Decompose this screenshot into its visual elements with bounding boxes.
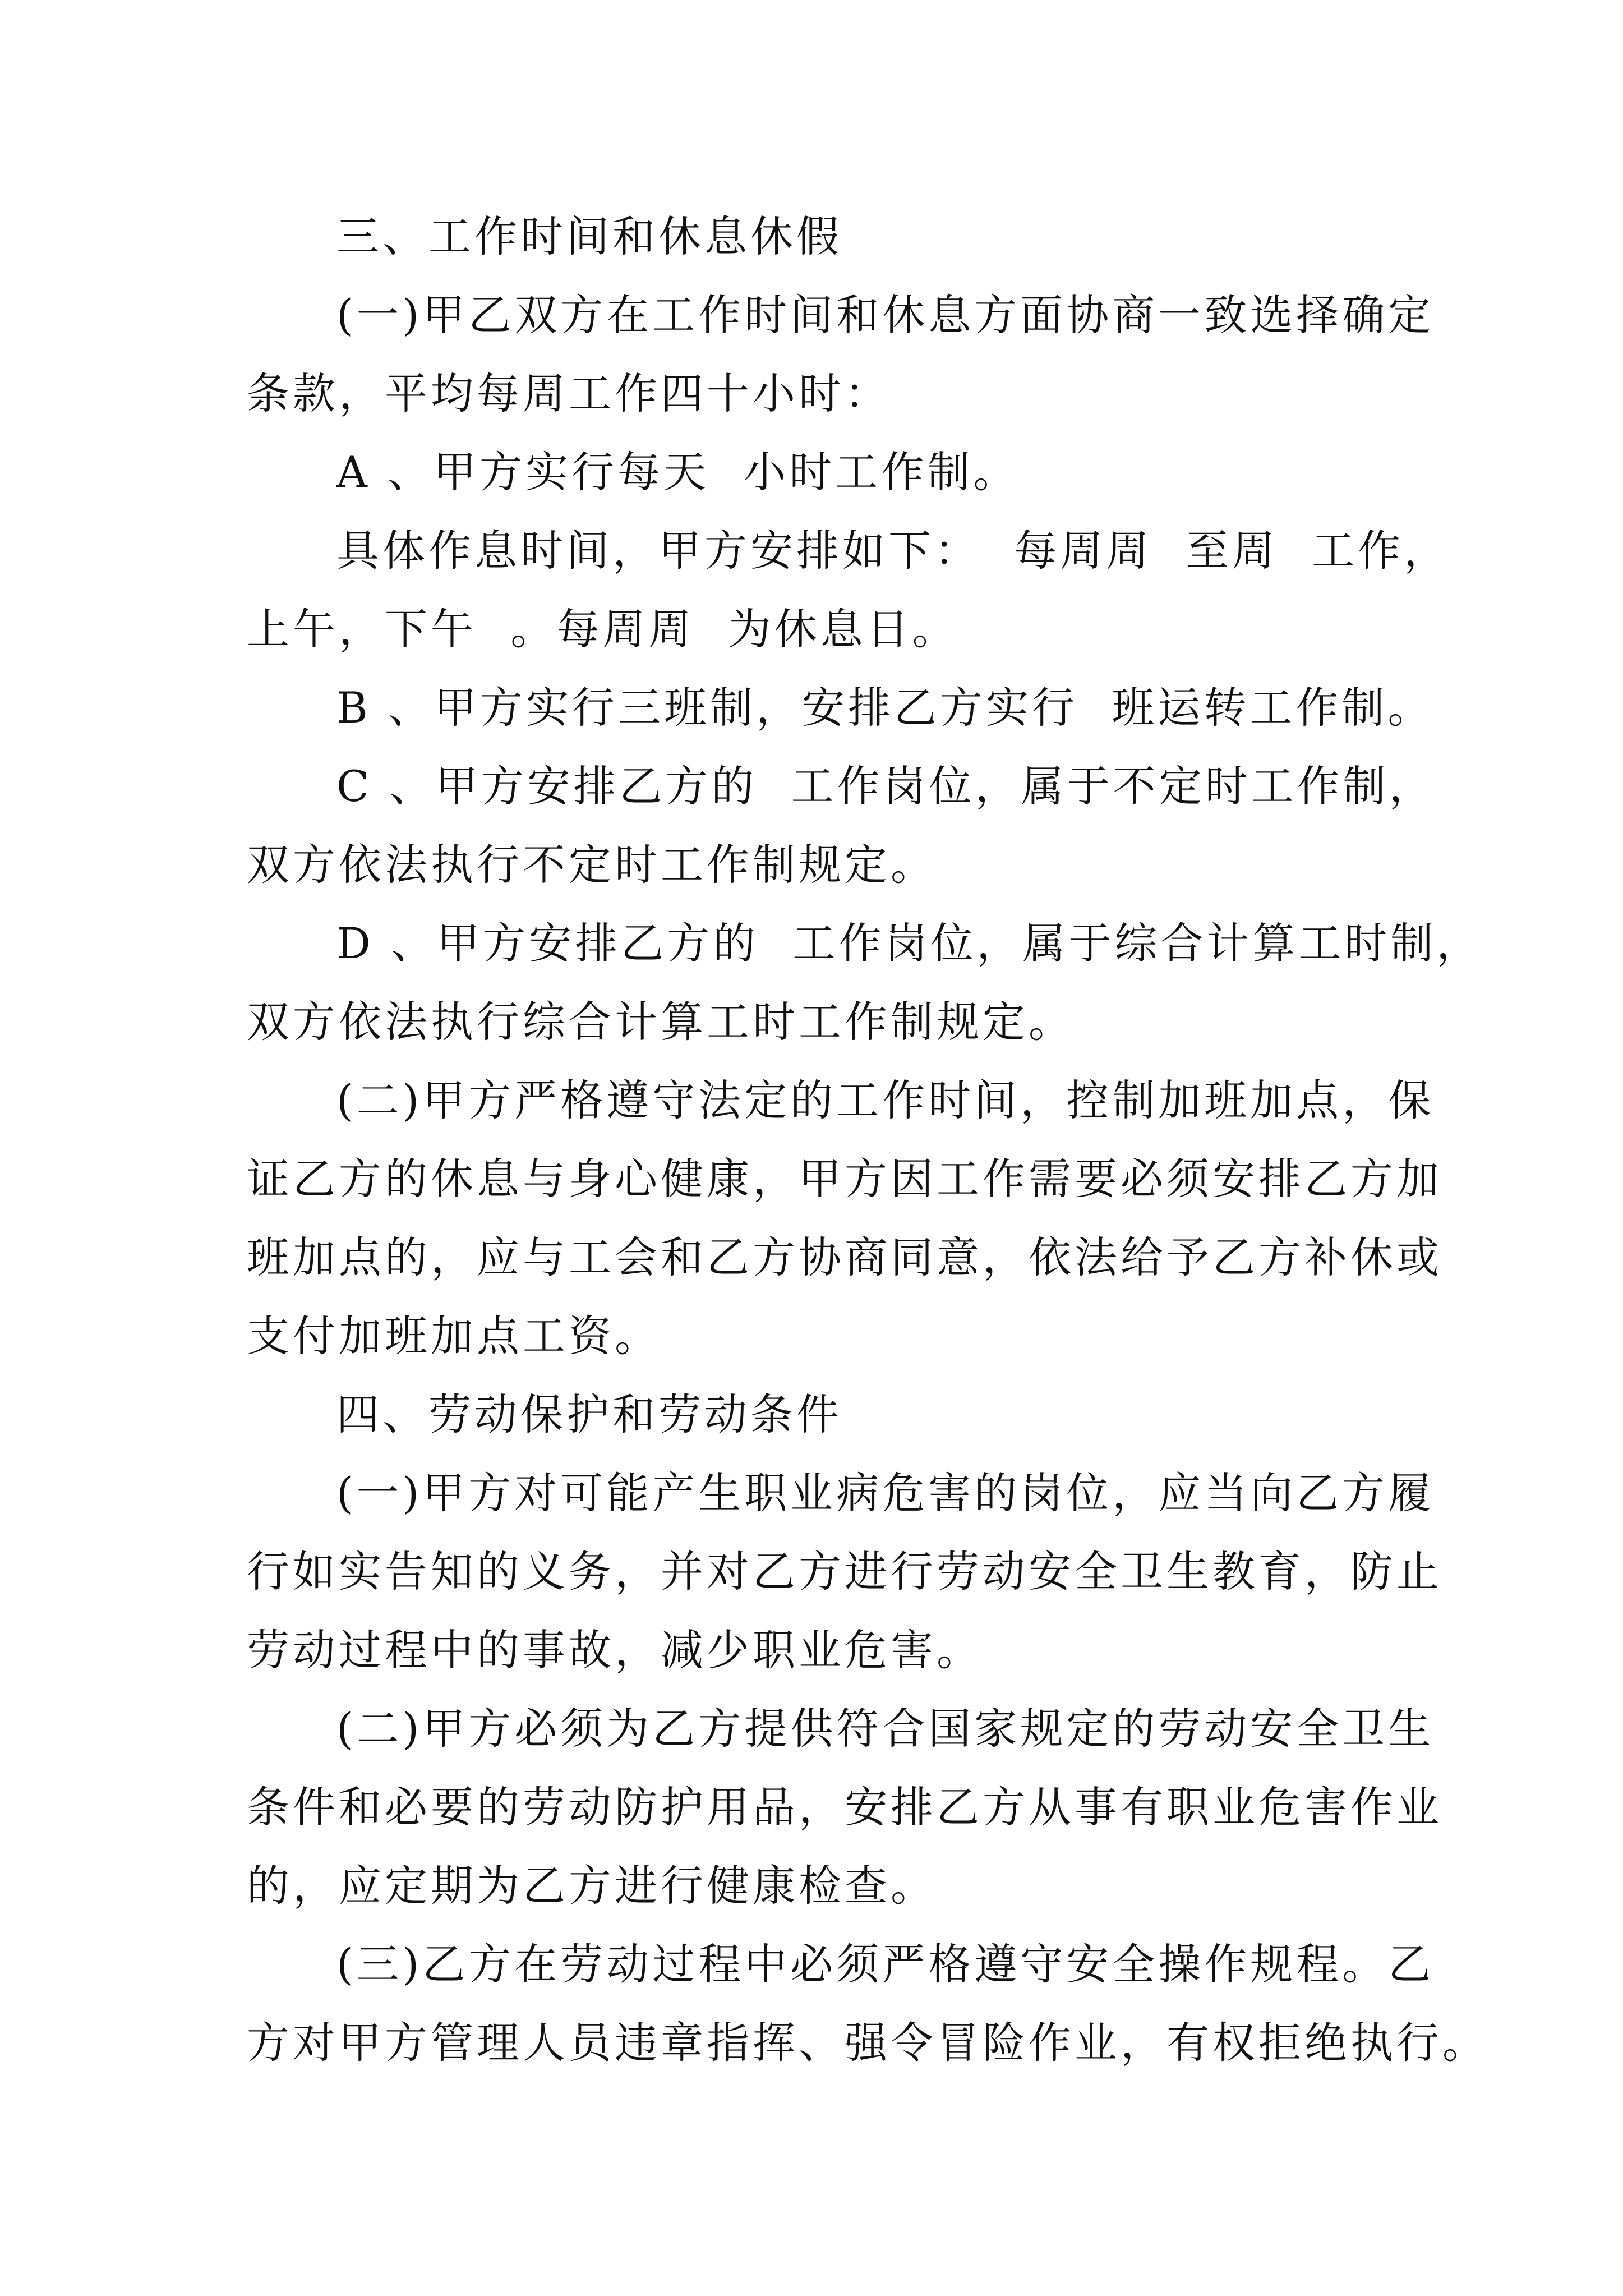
paragraph-line: 条款，平均每周工作四十小时： (247, 369, 891, 418)
paragraph-line: C 、甲方安排乙方的 工作岗位，属于不定时工作制， (336, 761, 1435, 811)
paragraph-line: 上午，下午 。每周周 为休息日。 (247, 604, 958, 654)
paragraph-line: 条件和必要的劳动防护用品，安排乙方从事有职业危害作业 (247, 1782, 1442, 1832)
section-heading-work-hours: 三、工作时间和休息休假 (336, 211, 842, 261)
section-heading-labor-protection: 四、劳动保护和劳动条件 (336, 1389, 842, 1439)
paragraph-line: A 、甲方实行每天 小时工作制。 (336, 447, 1020, 497)
paragraph-line: 证乙方的休息与身心健康，甲方因工作需要必须安排乙方加 (247, 1154, 1442, 1204)
paragraph-line: (二)甲方严格遵守法定的工作时间，控制加班加点，保 (336, 1075, 1435, 1125)
paragraph-line: 双方依法执行不定时工作制规定。 (247, 840, 937, 890)
paragraph-line: 双方依法执行综合计算工时工作制规定。 (247, 997, 1075, 1047)
paragraph-line: 方对甲方管理人员违章指挥、强令冒险作业，有权拒绝执行。 (247, 2018, 1488, 2068)
paragraph-line: (一)甲乙双方在工作时间和休息方面协商一致选择确定 (336, 290, 1435, 340)
paragraph-line: (二)甲方必须为乙方提供符合国家规定的劳动安全卫生 (336, 1704, 1435, 1754)
paragraph-line: 行如实告知的义务，并对乙方进行劳动安全卫生教育，防止 (247, 1547, 1442, 1596)
paragraph-line: 具体作息时间，甲方安排如下： 每周周 至周 工作， (336, 526, 1450, 576)
paragraph-line: 班加点的，应与工会和乙方协商同意，依法给予乙方补休或 (247, 1232, 1442, 1282)
paragraph-line: D 、甲方安排乙方的 工作岗位，属于综合计算工时制， (336, 918, 1483, 968)
paragraph-line: 支付加班加点工资。 (247, 1311, 661, 1361)
paragraph-line: 劳动过程中的事故，减少职业危害。 (247, 1625, 983, 1675)
paragraph-line: (一)甲方对可能产生职业病危害的岗位，应当向乙方履 (336, 1468, 1435, 1518)
paragraph-line: (三)乙方在劳动过程中必须严格遵守安全操作规程。乙 (336, 1939, 1435, 1989)
paragraph-line: 的，应定期为乙方进行健康检查。 (247, 1861, 937, 1911)
paragraph-line: B 、甲方实行三班制，安排乙方实行 班运转工作制。 (336, 683, 1434, 733)
